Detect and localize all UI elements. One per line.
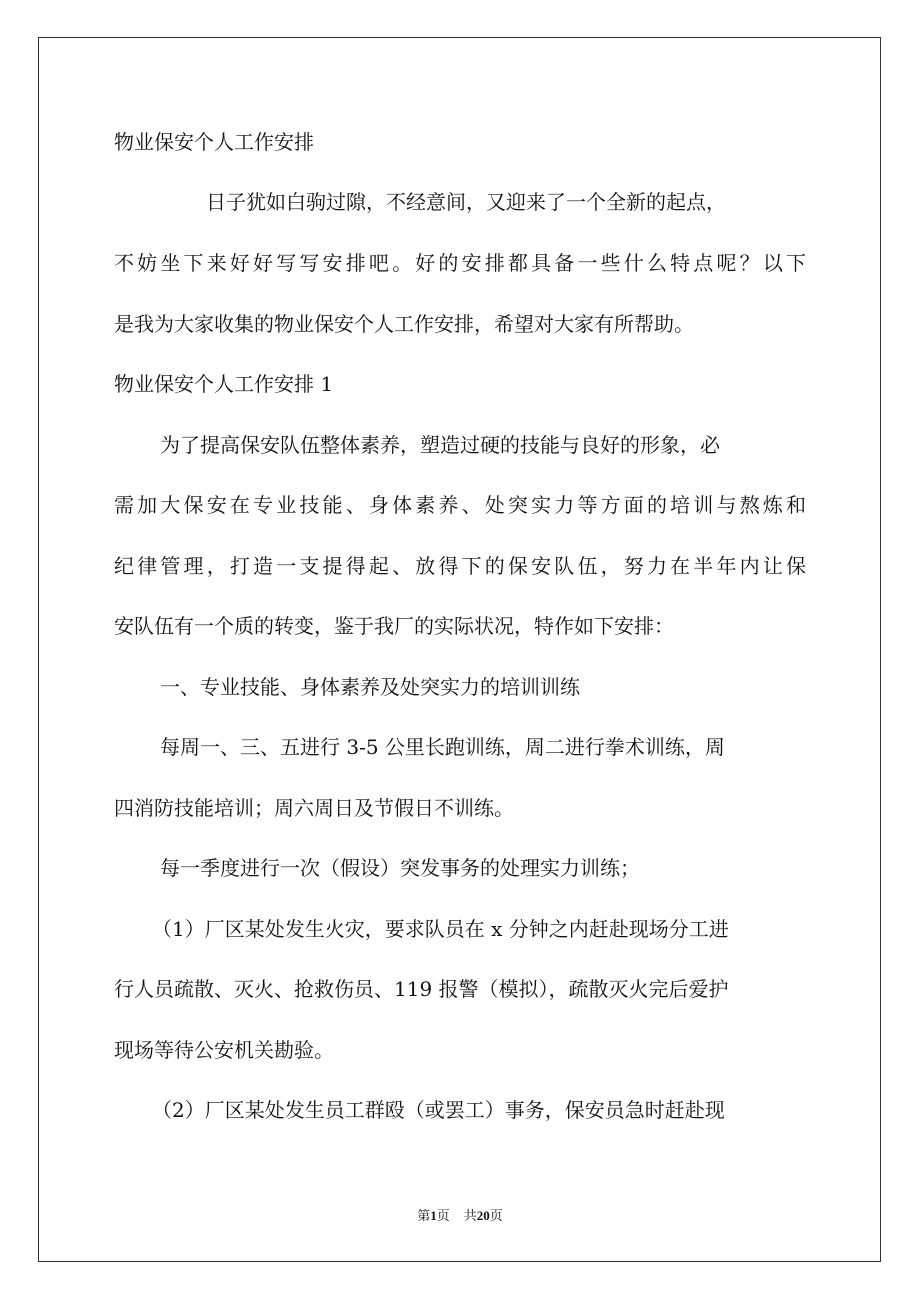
footer-total-unit: 页	[489, 1209, 503, 1224]
text-line: 现场等待公安机关勘验。	[114, 1038, 334, 1062]
text-line: 每周一、三、五进行 3-5 公里长跑训练，周二进行拳术训练，周	[160, 735, 725, 759]
page-footer	[0, 1206, 920, 1227]
page-border	[38, 37, 881, 1262]
footer-page-total: 20	[476, 1208, 490, 1223]
text-line: 四消防技能培训；周六周日及节假日不训练。	[114, 796, 514, 820]
text-line: 不妨坐下来好好写写安排吧。好的安排都具备一些什么特点呢？以下	[114, 251, 806, 275]
text-line: 是我为大家收集的物业保安个人工作安排，希望对大家有所帮助。	[114, 312, 694, 336]
footer-page-current: 1	[430, 1208, 437, 1223]
footer-page-unit: 页	[436, 1209, 450, 1224]
text-line: 日子犹如白驹过隙，不经意间，又迎来了一个全新的起点，	[206, 190, 726, 214]
text-line: （1）厂区某处发生火灾，要求队员在 x 分钟之内赶赴现场分工进	[152, 917, 729, 941]
text-line: 为了提高保安队伍整体素养，塑造过硬的技能与良好的形象，必	[160, 433, 720, 457]
text-line: 安队伍有一个质的转变，鉴于我厂的实际状况，特作如下安排：	[114, 614, 674, 638]
footer-page-prefix: 第	[417, 1209, 431, 1224]
text-line: 每一季度进行一次（假设）突发事务的处理实力训练；	[160, 856, 640, 880]
text-line: （2）厂区某处发生员工群殴（或罢工）事务，保安员急时赶赴现	[152, 1098, 725, 1122]
section-heading: 物业保安个人工作安排 1	[114, 372, 334, 396]
text-line: 行人员疏散、灭火、抢救伤员、119 报警（模拟），疏散灭火完后爱护	[114, 977, 729, 1001]
footer-total-prefix: 共	[463, 1209, 477, 1224]
text-line: 纪律管理，打造一支提得起、放得下的保安队伍，努力在半年内让保	[114, 554, 806, 578]
document-title: 物业保安个人工作安排	[114, 130, 314, 154]
text-line: 需加大保安在专业技能、身体素养、处突实力等方面的培训与熬炼和	[114, 493, 806, 517]
text-line: 一、专业技能、身体素养及处突实力的培训训练	[160, 675, 580, 699]
